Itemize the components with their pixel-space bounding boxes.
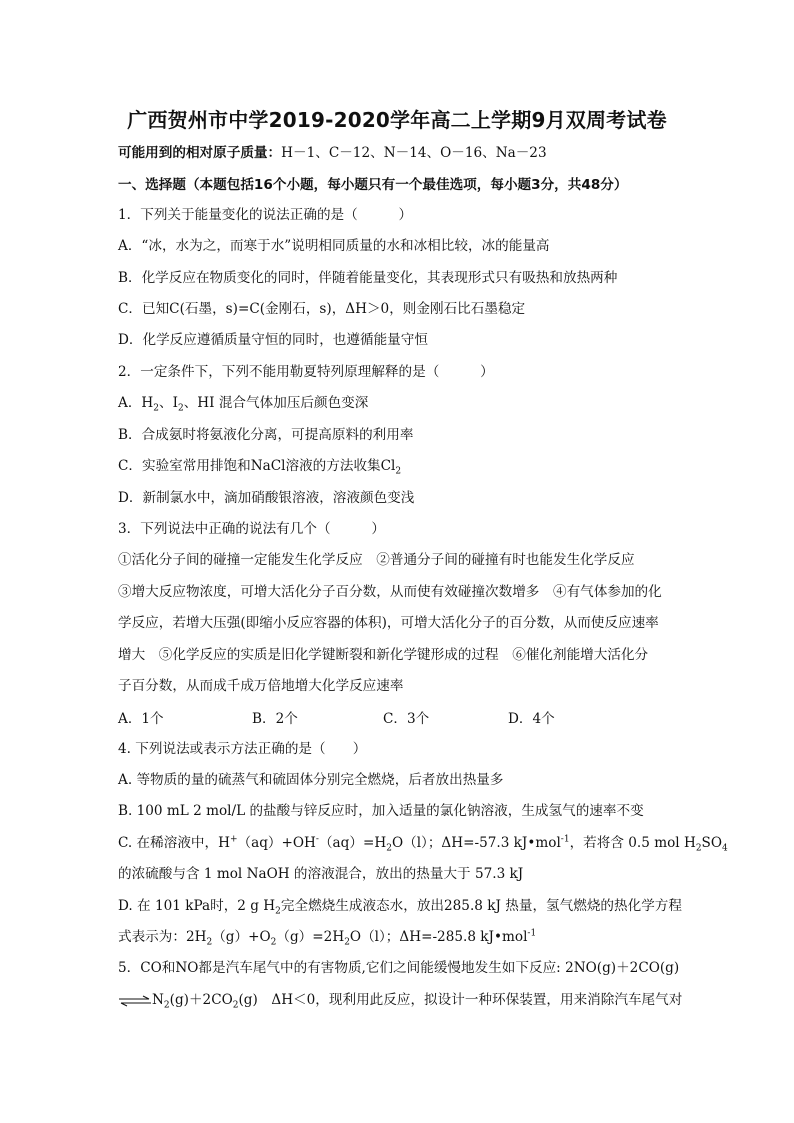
q4-c-sup-plus: + xyxy=(229,834,238,845)
q3-options xyxy=(118,707,688,727)
q2-c-text: C．实验室常用排饱和NaCl溶液的方法收集Cl xyxy=(118,458,396,474)
q4-option-d-line-2 xyxy=(118,927,688,947)
q4-stem: 4. 下列说法或表示方法正确的是（ ） xyxy=(118,741,367,757)
q4-c-sub-1: 2 xyxy=(386,843,392,854)
q5-text-1: N xyxy=(152,992,164,1008)
q5-sub-1: 2 xyxy=(163,1000,170,1011)
q4-option-d-line-1 xyxy=(118,896,688,916)
q5-text-2: (g)＋2CO xyxy=(169,992,233,1008)
q4-d-text-1: D. 在 101 kPa时，2 g H xyxy=(118,898,276,914)
atomic-mass-values: H－1、C－12、N－14、O－16、Na－23 xyxy=(281,145,547,161)
q4-c-text-3: （aq）=H xyxy=(318,835,387,851)
q4-c-sup-minus: - xyxy=(315,834,319,845)
q2-option-d: D．新制氯水中，滴加硝酸银溶液，溶液颜色变浅 xyxy=(118,490,415,506)
q2-option-b: B．合成氨时将氨液化分离，可提高原料的利用率 xyxy=(118,427,414,443)
q4-option-c-line-1 xyxy=(118,833,728,854)
q4-c-sup-exp: -1 xyxy=(560,834,570,845)
q4-option-c-line-2: 的浓硫酸与含 1 mol NaOH 的溶液混合，放出的热量大于 57.3 kJ xyxy=(118,866,524,882)
q5-text-line-1: 5．CO和NO都是汽车尾气中的有害物质,它们之间能缓慢地发生如下反应: 2NO(g)＋2CO(g) xyxy=(118,960,680,976)
q5-sub-2: 2 xyxy=(232,1000,239,1011)
q3-stem: 3．下列说法中正确的说法有几个（ ） xyxy=(118,521,385,537)
q4-c-text-5: ，若将含 0.5 mol H xyxy=(569,835,696,851)
q1-option-c: C．已知C(石墨，s)=C(金刚石，s)，ΔH＞0，则金刚石比石墨稳定 xyxy=(118,301,526,317)
q4-d-text-6: O（l）；ΔH=-285.8 kJ•mol xyxy=(349,929,528,945)
q4-d-text-4: （g）+O xyxy=(212,929,271,945)
q3-option-a: A．1个 xyxy=(118,711,164,727)
q3-text-line-5: 子百分数，从而成千成万倍地增大化学反应速率 xyxy=(118,678,404,694)
q2-c-sub: 2 xyxy=(395,466,402,477)
atomic-mass-line xyxy=(118,143,688,163)
q4-option-b: B. 100 mL 2 mol/L 的盐酸与锌反应时，加入适量的氯化钠溶液，生成氢气的速率不变 xyxy=(118,803,644,819)
q4-c-text-1: C. 在稀溶液中，H xyxy=(118,835,230,851)
q1-stem: 1．下列关于能量变化的说法正确的是（ ） xyxy=(118,207,413,223)
q4-d-text-2: 完全燃烧生成液态水，放出285.8 kJ 热量，氢气燃烧的热化学方程 xyxy=(280,898,682,914)
q4-d-sub-3: 2 xyxy=(270,937,277,948)
q4-d-sup-exp: -1 xyxy=(527,928,537,939)
q3-text-line-1: ①活化分子间的碰撞一定能发生化学反应 ②普通分子间的碰撞有时也能发生化学反应 xyxy=(118,552,635,568)
q4-c-text-6: SO xyxy=(701,835,723,851)
q5-text-3: (g) ΔH＜0，现利用此反应，拟设计一种环保装置，用来消除汽车尾气对 xyxy=(238,992,683,1008)
q4-c-sub-2: 2 xyxy=(695,843,702,854)
section1-heading: 一、选择题（本题包括16个小题，每小题只有一个最佳选项，每小题3分，共48分） xyxy=(118,177,628,193)
q4-d-sub-2: 2 xyxy=(206,937,213,948)
q4-d-sub-4: 2 xyxy=(344,937,350,948)
atomic-mass-label: 可能用到的相对原子质量： xyxy=(118,145,282,161)
q3-text-line-2: ③增大反应物浓度，可增大活化分子百分数，从而使有效碰撞次数增多 ④有气体参加的化 xyxy=(118,584,662,600)
q3-option-c: C．3个 xyxy=(383,711,430,727)
q1-option-d: D．化学反应遵循质量守恒的同时，也遵循能量守恒 xyxy=(118,332,428,348)
q4-d-text-5: （g）=2H xyxy=(276,929,345,945)
q2-a-text-3: 、HI 混合气体加压后颜色变深 xyxy=(183,395,369,411)
q2-stem: 2．一定条件下，下列不能用勒夏特列原理解释的是（ ） xyxy=(118,364,494,380)
q2-option-a xyxy=(118,393,688,413)
q3-option-d: D．4个 xyxy=(508,711,555,727)
q2-a-text-1: A．H xyxy=(118,395,154,411)
q3-option-b: B．2个 xyxy=(252,711,298,727)
q5-text-line-2 xyxy=(118,990,688,1010)
q1-option-a: A．“冰，水为之，而寒于水”说明相同质量的水和冰相比较，冰的能量高 xyxy=(118,238,550,254)
q2-a-sub-2: 2 xyxy=(177,403,184,414)
q4-d-text-3: 式表示为：2H xyxy=(118,929,207,945)
q2-a-sub-1: 2 xyxy=(153,403,159,414)
q1-option-b: B．化学反应在物质变化的同时，伴随着能量变化，其表现形式只有吸热和放热两种 xyxy=(118,270,618,286)
q2-option-c xyxy=(118,456,688,476)
q4-c-text-2: （aq）+OH xyxy=(237,835,316,851)
q4-c-text-4: O（l）；ΔH=-57.3 kJ•mol xyxy=(391,835,561,851)
q4-c-sub-3: 4 xyxy=(722,843,728,854)
exam-title: 广西贺州市中学2019-2020学年高二上学期9月双周考试卷 xyxy=(127,108,667,132)
q4-d-sub-1: 2 xyxy=(275,906,281,917)
q3-text-line-3: 学反应，若增大压强(即缩小反应容器的体积)，可增大活化分子的百分数，从而使反应速率 xyxy=(118,615,659,631)
equilibrium-arrow-icon xyxy=(118,995,152,1007)
q3-text-line-4: 增大 ⑤化学反应的实质是旧化学键断裂和新化学键形成的过程 ⑥催化剂能增大活化分 xyxy=(118,647,649,663)
q2-a-text-2: 、I xyxy=(159,395,178,411)
q4-option-a: A. 等物质的量的硫蒸气和硫固体分别完全燃烧，后者放出热量多 xyxy=(118,772,504,788)
